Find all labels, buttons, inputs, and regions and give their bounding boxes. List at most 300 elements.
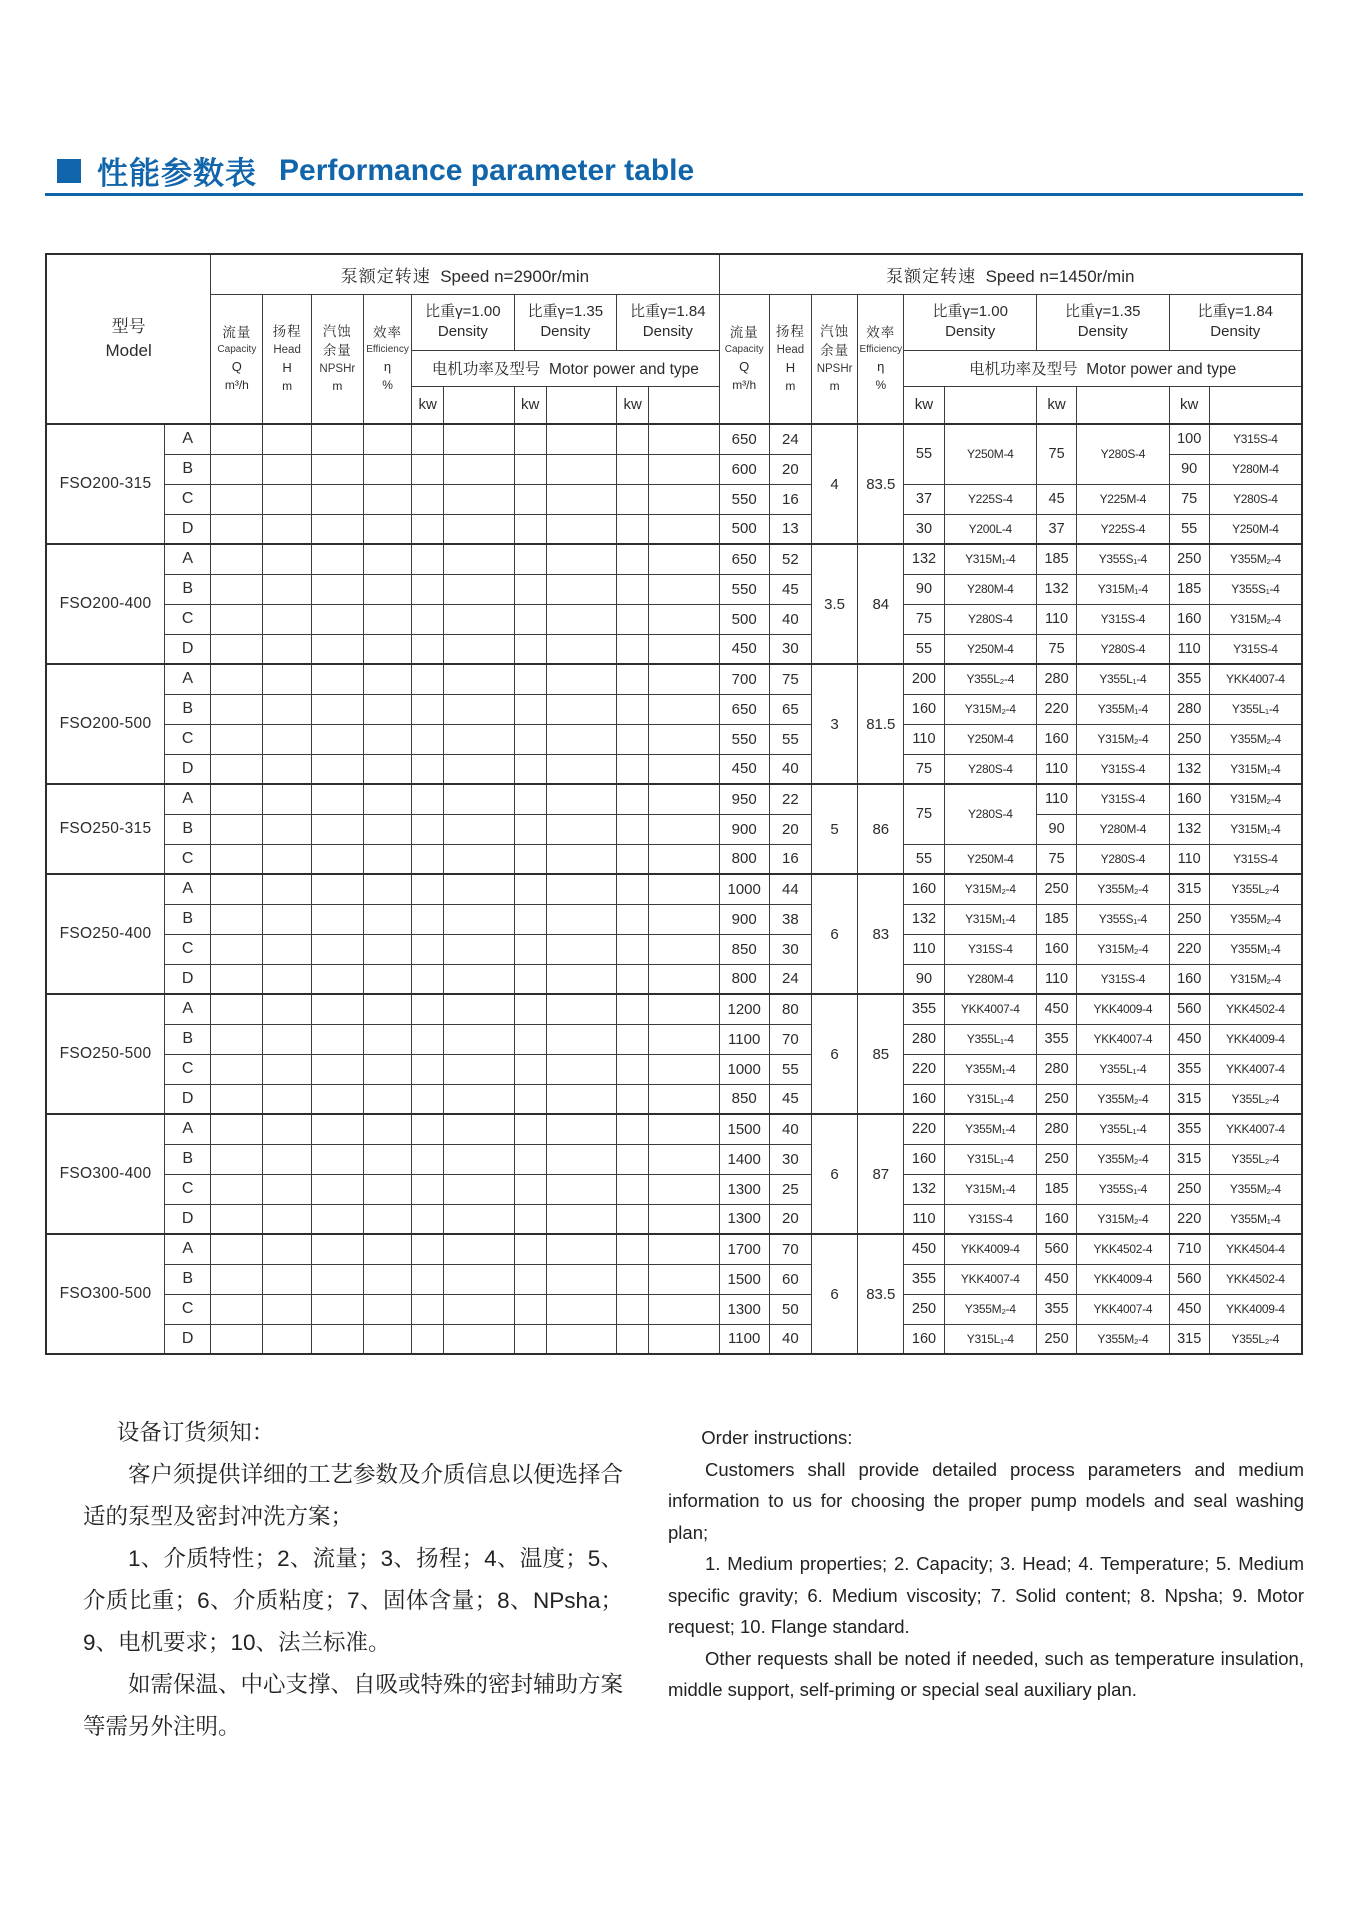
efficiency-cell: 83.5 xyxy=(858,424,904,544)
empty-cell xyxy=(211,604,263,634)
empty-cell xyxy=(263,1114,311,1144)
motor-type-cell: Y315M₂-4 xyxy=(944,874,1036,904)
variant-cell: D xyxy=(165,964,211,994)
param-header-efficiency: 效率 Efficiency η % xyxy=(363,294,411,424)
motor-type-cell: YKK4502-4 xyxy=(1209,994,1302,1024)
empty-cell xyxy=(546,784,616,814)
density-header-135: 比重γ=1.35 Density xyxy=(514,294,616,350)
variant-cell: C xyxy=(165,1054,211,1084)
empty-cell xyxy=(363,1114,411,1144)
empty-cell xyxy=(363,1174,411,1204)
motor-kw-cell: 55 xyxy=(904,634,944,664)
motor-type-cell: Y315M₁-4 xyxy=(944,1174,1036,1204)
motor-kw-cell: 185 xyxy=(1036,1174,1076,1204)
empty-cell xyxy=(444,904,514,934)
empty-cell xyxy=(263,754,311,784)
empty-cell xyxy=(412,454,444,484)
empty-cell xyxy=(546,514,616,544)
table-row xyxy=(46,1114,1302,1144)
empty-cell xyxy=(514,544,546,574)
density-header-184: 比重γ=1.84 Density xyxy=(1169,294,1302,350)
motor-kw-cell: 220 xyxy=(904,1114,944,1144)
motor-type-cell: Y355S₁-4 xyxy=(1077,1174,1169,1204)
empty-cell xyxy=(263,634,311,664)
empty-cell xyxy=(263,844,311,874)
empty-cell xyxy=(444,814,514,844)
empty-cell xyxy=(649,1024,719,1054)
motor-kw-cell: 200 xyxy=(904,664,944,694)
empty-cell xyxy=(363,904,411,934)
head-cell: 40 xyxy=(769,1114,811,1144)
empty-cell xyxy=(444,1174,514,1204)
empty-cell xyxy=(444,634,514,664)
capacity-cell: 950 xyxy=(719,784,769,814)
motor-type-header xyxy=(444,386,514,424)
empty-cell xyxy=(263,814,311,844)
motor-type-cell: Y315M₁-4 xyxy=(944,904,1036,934)
empty-cell xyxy=(649,544,719,574)
empty-cell xyxy=(617,1174,649,1204)
motor-kw-cell: 160 xyxy=(904,1084,944,1114)
motor-kw-cell: 75 xyxy=(904,784,944,844)
empty-cell xyxy=(649,784,719,814)
empty-cell xyxy=(311,844,363,874)
empty-cell xyxy=(514,1204,546,1234)
density-header-100: 比重γ=1.00 Density xyxy=(904,294,1037,350)
empty-cell xyxy=(412,934,444,964)
empty-cell xyxy=(263,784,311,814)
capacity-cell: 800 xyxy=(719,844,769,874)
capacity-cell: 450 xyxy=(719,754,769,784)
motor-type-cell: Y315M₂-4 xyxy=(1209,784,1302,814)
motor-kw-cell: 110 xyxy=(1036,964,1076,994)
notes-zh-paragraph: 1、介质特性；2、流量；3、扬程；4、温度；5、介质比重；6、介质粘度；7、固体含量；8、NPsha；9、电机要求；10、法兰标准。 xyxy=(83,1546,623,1655)
capacity-cell: 550 xyxy=(719,574,769,604)
empty-cell xyxy=(211,1294,263,1324)
motor-type-cell: Y315M₂-4 xyxy=(1209,604,1302,634)
motor-type-cell: Y200L-4 xyxy=(944,514,1036,544)
empty-cell xyxy=(263,724,311,754)
param-header-capacity: 流量 Capacity Q m³/h xyxy=(211,294,263,424)
empty-cell xyxy=(444,544,514,574)
empty-cell xyxy=(514,664,546,694)
empty-cell xyxy=(311,754,363,784)
empty-cell xyxy=(649,724,719,754)
empty-cell xyxy=(617,424,649,454)
motor-type-cell: Y315M₂-4 xyxy=(1077,1204,1169,1234)
table-row xyxy=(46,1234,1302,1264)
empty-cell xyxy=(311,1204,363,1234)
empty-cell xyxy=(412,514,444,544)
motor-type-cell: Y355L₂-4 xyxy=(944,664,1036,694)
head-cell: 22 xyxy=(769,784,811,814)
capacity-cell: 1300 xyxy=(719,1294,769,1324)
model-header xyxy=(46,254,211,424)
empty-cell xyxy=(514,1024,546,1054)
empty-cell xyxy=(412,484,444,514)
empty-cell xyxy=(311,904,363,934)
empty-cell xyxy=(211,454,263,484)
empty-cell xyxy=(263,1024,311,1054)
empty-cell xyxy=(211,1264,263,1294)
empty-cell xyxy=(311,514,363,544)
empty-cell xyxy=(444,1144,514,1174)
head-cell: 24 xyxy=(769,964,811,994)
empty-cell xyxy=(311,424,363,454)
empty-cell xyxy=(363,694,411,724)
capacity-cell: 1000 xyxy=(719,874,769,904)
variant-cell: C xyxy=(165,484,211,514)
head-cell: 70 xyxy=(769,1024,811,1054)
empty-cell xyxy=(444,694,514,724)
motor-kw-cell: 110 xyxy=(1169,634,1209,664)
empty-cell xyxy=(211,874,263,904)
empty-cell xyxy=(514,844,546,874)
empty-cell xyxy=(211,754,263,784)
title-underline xyxy=(45,193,1303,196)
empty-cell xyxy=(211,514,263,544)
empty-cell xyxy=(412,784,444,814)
empty-cell xyxy=(263,904,311,934)
empty-cell xyxy=(412,964,444,994)
empty-cell xyxy=(363,544,411,574)
page-title-en: Performance parameter table xyxy=(279,153,695,187)
motor-type-cell: Y355M₂-4 xyxy=(1077,1144,1169,1174)
variant-cell: C xyxy=(165,1174,211,1204)
motor-type-cell: Y280S-4 xyxy=(1077,424,1169,484)
empty-cell xyxy=(311,1084,363,1114)
variant-cell: A xyxy=(165,424,211,454)
motor-type-cell: Y355M₁-4 xyxy=(1209,934,1302,964)
empty-cell xyxy=(514,1084,546,1114)
motor-type-cell: Y315L₁-4 xyxy=(944,1324,1036,1354)
empty-cell xyxy=(263,964,311,994)
table-row xyxy=(46,1204,1302,1234)
empty-cell xyxy=(311,1114,363,1144)
empty-cell xyxy=(617,994,649,1024)
table-row xyxy=(46,484,1302,514)
variant-cell: A xyxy=(165,544,211,574)
capacity-cell: 700 xyxy=(719,664,769,694)
table-row xyxy=(46,994,1302,1024)
empty-cell xyxy=(546,664,616,694)
empty-cell xyxy=(649,574,719,604)
motor-type-cell: Y315M₂-4 xyxy=(1077,934,1169,964)
table-row xyxy=(46,544,1302,574)
variant-cell: B xyxy=(165,814,211,844)
empty-cell xyxy=(649,694,719,724)
motor-type-cell: Y355M₂-4 xyxy=(1209,1174,1302,1204)
empty-cell xyxy=(617,964,649,994)
capacity-cell: 900 xyxy=(719,904,769,934)
motor-kw-cell: 160 xyxy=(1036,1204,1076,1234)
empty-cell xyxy=(412,1144,444,1174)
efficiency-cell: 84 xyxy=(858,544,904,664)
notes-en-paragraph: Other requests shall be noted if needed, such as temperature insulation, middle support, self-priming or special seal auxiliary plan. xyxy=(668,1647,1304,1700)
empty-cell xyxy=(444,1204,514,1234)
motor-kw-cell: 355 xyxy=(1036,1294,1076,1324)
model-header-en: Model xyxy=(105,341,152,360)
empty-cell xyxy=(649,454,719,484)
motor-type-cell: YKK4009-4 xyxy=(1077,1264,1169,1294)
empty-cell xyxy=(546,1264,616,1294)
empty-cell xyxy=(363,784,411,814)
empty-cell xyxy=(412,724,444,754)
motor-kw-cell: 160 xyxy=(904,1324,944,1354)
empty-cell xyxy=(444,1054,514,1084)
empty-cell xyxy=(211,694,263,724)
empty-cell xyxy=(617,514,649,544)
table-row xyxy=(46,934,1302,964)
variant-cell: B xyxy=(165,574,211,604)
empty-cell xyxy=(444,574,514,604)
motor-type-cell: Y355M₂-4 xyxy=(1077,1324,1169,1354)
notes-zh-paragraph: 客户须提供详细的工艺参数及介质信息以便选择合适的泵型及密封冲洗方案； xyxy=(83,1462,624,1529)
param-header-head: 扬程 Head H m xyxy=(263,294,311,424)
motor-type-cell: YKK4007-4 xyxy=(1209,1054,1302,1084)
motor-type-cell: Y315L₁-4 xyxy=(944,1084,1036,1114)
empty-cell xyxy=(211,1324,263,1354)
notes-en-paragraph: 1. Medium properties; 2. Capacity; 3. Head; 4. Temperature; 5. Medium specific gravity; 6. Medium viscosity; 7. Solid content; 8. Npsha; 9. Motor request; 10. Flange standard. xyxy=(668,1553,1304,1637)
empty-cell xyxy=(617,1204,649,1234)
empty-cell xyxy=(444,424,514,454)
motor-type-cell: YKK4007-4 xyxy=(1077,1294,1169,1324)
table-row xyxy=(46,1264,1302,1294)
variant-cell: D xyxy=(165,634,211,664)
empty-cell xyxy=(263,1144,311,1174)
motor-kw-cell: 560 xyxy=(1169,1264,1209,1294)
kw-header: kw xyxy=(617,386,649,424)
empty-cell xyxy=(311,634,363,664)
empty-cell xyxy=(649,604,719,634)
empty-cell xyxy=(444,844,514,874)
motor-kw-cell: 220 xyxy=(1169,934,1209,964)
capacity-cell: 1100 xyxy=(719,1024,769,1054)
empty-cell xyxy=(412,994,444,1024)
motor-type-cell: Y315S-4 xyxy=(1209,424,1302,454)
header-row-speed xyxy=(46,254,1302,294)
empty-cell xyxy=(412,1084,444,1114)
empty-cell xyxy=(263,1264,311,1294)
empty-cell xyxy=(311,694,363,724)
motor-kw-cell: 110 xyxy=(904,724,944,754)
motor-type-cell: Y355M₂-4 xyxy=(1077,1084,1169,1114)
motor-power-header: 电机功率及型号 Motor power and type xyxy=(904,350,1302,386)
variant-cell: A xyxy=(165,1114,211,1144)
empty-cell xyxy=(546,1324,616,1354)
density-header-135: 比重γ=1.35 Density xyxy=(1036,294,1169,350)
empty-cell xyxy=(546,844,616,874)
motor-kw-cell: 280 xyxy=(1036,1054,1076,1084)
empty-cell xyxy=(649,964,719,994)
empty-cell xyxy=(311,1054,363,1084)
empty-cell xyxy=(412,664,444,694)
empty-cell xyxy=(514,724,546,754)
variant-cell: B xyxy=(165,1144,211,1174)
motor-type-cell: Y355L₁-4 xyxy=(1209,694,1302,724)
motor-kw-cell: 355 xyxy=(1036,1024,1076,1054)
empty-cell xyxy=(649,844,719,874)
motor-type-cell: YKK4007-4 xyxy=(1209,1114,1302,1144)
motor-kw-cell: 75 xyxy=(904,754,944,784)
order-notes-zh xyxy=(83,1412,623,1748)
empty-cell xyxy=(363,814,411,844)
table-row xyxy=(46,844,1302,874)
motor-type-cell: Y315M₁-4 xyxy=(1077,574,1169,604)
head-cell: 40 xyxy=(769,1324,811,1354)
capacity-cell: 1700 xyxy=(719,1234,769,1264)
empty-cell xyxy=(649,1204,719,1234)
motor-kw-cell: 132 xyxy=(904,904,944,934)
capacity-cell: 850 xyxy=(719,934,769,964)
motor-kw-cell: 280 xyxy=(1036,664,1076,694)
motor-type-cell: Y315M₁-4 xyxy=(944,544,1036,574)
kw-header: kw xyxy=(1169,386,1209,424)
empty-cell xyxy=(444,754,514,784)
motor-type-cell: Y355M₁-4 xyxy=(1209,1204,1302,1234)
empty-cell xyxy=(649,754,719,784)
motor-kw-cell: 315 xyxy=(1169,1144,1209,1174)
capacity-cell: 900 xyxy=(719,814,769,844)
empty-cell xyxy=(649,634,719,664)
empty-cell xyxy=(617,454,649,484)
npshr-cell: 6 xyxy=(811,874,857,994)
empty-cell xyxy=(617,1114,649,1144)
variant-cell: A xyxy=(165,784,211,814)
motor-kw-cell: 90 xyxy=(1169,454,1209,484)
param-header-efficiency: 效率 Efficiency η % xyxy=(858,294,904,424)
motor-type-cell: Y250M-4 xyxy=(944,634,1036,664)
empty-cell xyxy=(514,994,546,1024)
empty-cell xyxy=(363,424,411,454)
motor-type-header xyxy=(649,386,719,424)
model-cell: FSO200-500 xyxy=(46,664,165,784)
motor-kw-cell: 280 xyxy=(1036,1114,1076,1144)
empty-cell xyxy=(311,664,363,694)
empty-cell xyxy=(617,634,649,664)
empty-cell xyxy=(546,964,616,994)
motor-type-cell: Y280S-4 xyxy=(1209,484,1302,514)
motor-kw-cell: 160 xyxy=(904,874,944,904)
motor-type-cell: Y355L₁-4 xyxy=(1077,1054,1169,1084)
motor-kw-cell: 75 xyxy=(1169,484,1209,514)
capacity-cell: 650 xyxy=(719,694,769,724)
head-cell: 30 xyxy=(769,1144,811,1174)
empty-cell xyxy=(363,484,411,514)
head-cell: 16 xyxy=(769,844,811,874)
param-header-npshr: 汽蚀 余量 NPSHr m xyxy=(311,294,363,424)
motor-type-cell: Y315M₂-4 xyxy=(1209,964,1302,994)
head-cell: 20 xyxy=(769,814,811,844)
variant-cell: A xyxy=(165,994,211,1024)
empty-cell xyxy=(363,604,411,634)
empty-cell xyxy=(514,964,546,994)
empty-cell xyxy=(617,754,649,784)
empty-cell xyxy=(263,424,311,454)
motor-kw-cell: 55 xyxy=(904,424,944,484)
empty-cell xyxy=(444,1084,514,1114)
empty-cell xyxy=(617,664,649,694)
motor-type-cell: Y355M₂-4 xyxy=(944,1294,1036,1324)
parameter-table-body xyxy=(46,424,1302,1354)
empty-cell xyxy=(311,1024,363,1054)
empty-cell xyxy=(211,1054,263,1084)
empty-cell xyxy=(263,1084,311,1114)
variant-cell: A xyxy=(165,1234,211,1264)
motor-kw-cell: 355 xyxy=(904,994,944,1024)
model-cell: FSO300-400 xyxy=(46,1114,165,1234)
model-cell: FSO200-400 xyxy=(46,544,165,664)
empty-cell xyxy=(649,874,719,904)
empty-cell xyxy=(444,784,514,814)
empty-cell xyxy=(649,1174,719,1204)
header-row-density xyxy=(46,294,1302,350)
empty-cell xyxy=(617,904,649,934)
empty-cell xyxy=(617,934,649,964)
empty-cell xyxy=(617,724,649,754)
motor-kw-cell: 37 xyxy=(904,484,944,514)
empty-cell xyxy=(546,934,616,964)
variant-cell: D xyxy=(165,1084,211,1114)
motor-kw-cell: 250 xyxy=(1169,724,1209,754)
table-row xyxy=(46,1084,1302,1114)
empty-cell xyxy=(412,754,444,784)
empty-cell xyxy=(311,994,363,1024)
empty-cell xyxy=(546,544,616,574)
head-cell: 55 xyxy=(769,724,811,754)
motor-type-cell: Y315S-4 xyxy=(944,1204,1036,1234)
motor-type-header xyxy=(1077,386,1169,424)
table-row xyxy=(46,1144,1302,1174)
empty-cell xyxy=(546,1054,616,1084)
empty-cell xyxy=(514,1324,546,1354)
motor-kw-cell: 450 xyxy=(1169,1024,1209,1054)
speed-header-1450: 泵额定转速 Speed n=1450r/min xyxy=(719,254,1302,294)
motor-kw-cell: 110 xyxy=(1036,784,1076,814)
empty-cell xyxy=(311,934,363,964)
order-notes-en xyxy=(668,1422,1304,1706)
empty-cell xyxy=(546,814,616,844)
kw-header: kw xyxy=(514,386,546,424)
capacity-cell: 1300 xyxy=(719,1174,769,1204)
empty-cell xyxy=(363,1324,411,1354)
empty-cell xyxy=(617,874,649,904)
empty-cell xyxy=(363,964,411,994)
motor-kw-cell: 250 xyxy=(1036,1144,1076,1174)
empty-cell xyxy=(263,544,311,574)
empty-cell xyxy=(263,454,311,484)
efficiency-cell: 87 xyxy=(858,1114,904,1234)
capacity-cell: 500 xyxy=(719,514,769,544)
empty-cell xyxy=(211,1204,263,1234)
motor-kw-cell: 280 xyxy=(904,1024,944,1054)
empty-cell xyxy=(363,844,411,874)
empty-cell xyxy=(311,544,363,574)
empty-cell xyxy=(546,1114,616,1144)
page-title-bar xyxy=(57,148,694,193)
empty-cell xyxy=(546,634,616,664)
motor-type-cell: Y355M₂-4 xyxy=(1209,724,1302,754)
motor-type-cell: Y225S-4 xyxy=(944,484,1036,514)
performance-parameter-table xyxy=(45,253,1303,1355)
empty-cell xyxy=(311,1144,363,1174)
motor-type-cell: Y355S₁-4 xyxy=(1209,574,1302,604)
variant-cell: A xyxy=(165,664,211,694)
motor-type-header xyxy=(1209,386,1302,424)
motor-type-cell: Y355L₂-4 xyxy=(1209,1084,1302,1114)
variant-cell: B xyxy=(165,904,211,934)
empty-cell xyxy=(617,484,649,514)
